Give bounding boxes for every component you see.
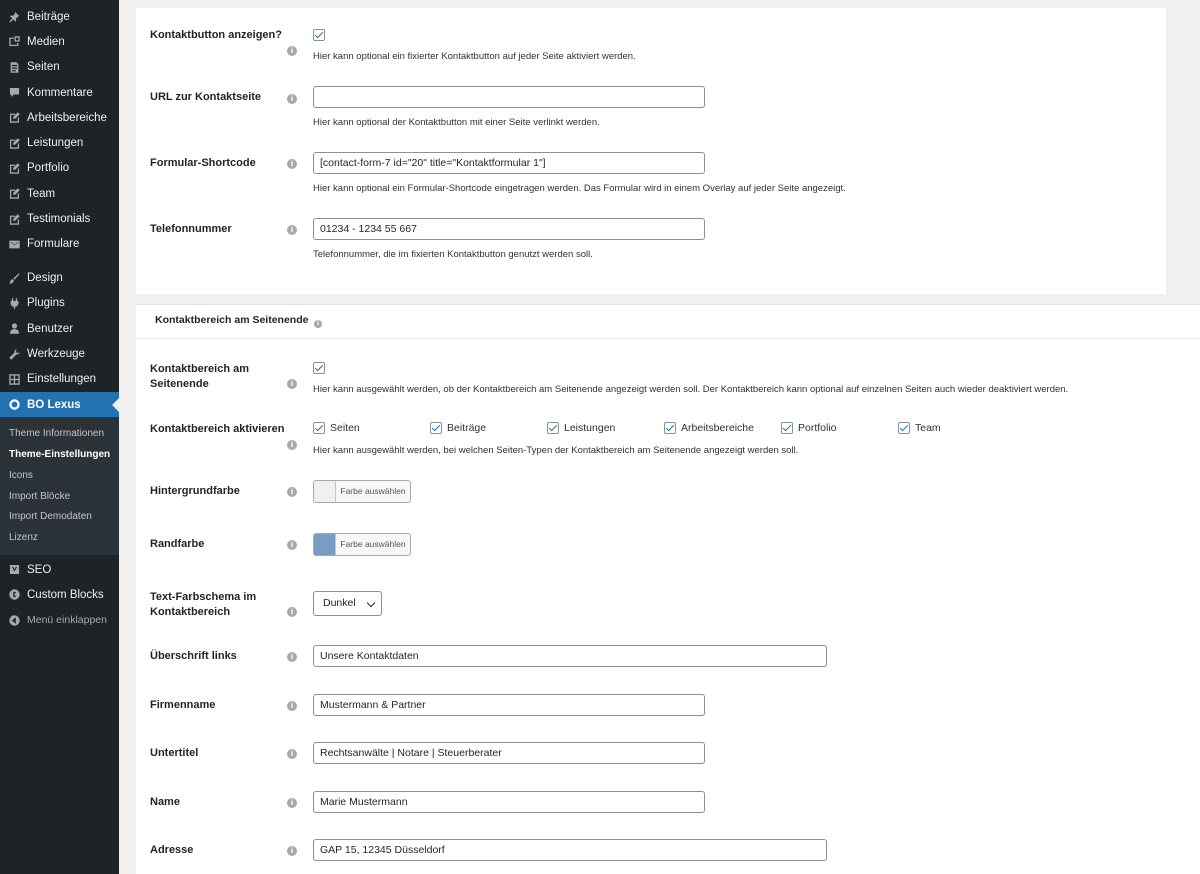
sidebar-item-label: Einstellungen xyxy=(27,373,97,386)
panel-divider xyxy=(136,304,1200,305)
pin-icon xyxy=(7,10,21,24)
submenu-item-import-demodaten[interactable]: Import Demodaten xyxy=(9,511,92,523)
randfarbe-label: Randfarbe xyxy=(150,538,205,550)
submenu-item-import-bloecke[interactable]: Import Blöcke xyxy=(9,490,71,502)
sidebar-item-kommentare[interactable] xyxy=(0,80,119,105)
sidebar-item-label: Beiträge xyxy=(27,10,70,23)
sidebar-item-team[interactable] xyxy=(0,181,119,206)
kontaktbereich-panel xyxy=(136,304,1200,874)
media-icon xyxy=(7,35,21,49)
url-kontaktseite-input[interactable] xyxy=(313,86,705,108)
menu-separator xyxy=(0,257,119,266)
pages-icon xyxy=(7,60,21,74)
edit-icon xyxy=(7,212,21,226)
checkbox-portfolio[interactable] xyxy=(781,422,793,434)
checkbox-label-leistungen: Leistungen xyxy=(564,422,616,434)
sidebar-item-seo[interactable] xyxy=(0,557,119,582)
sidebar-item-label: Menü einklappen xyxy=(27,614,107,627)
brush-icon xyxy=(7,271,21,285)
collapse-menu-button[interactable] xyxy=(0,608,119,633)
sidebar-item-werkzeuge[interactable] xyxy=(0,341,119,366)
settings-icon xyxy=(7,372,21,386)
sidebar-item-label: Seiten xyxy=(27,61,60,74)
submenu-item-lizenz[interactable]: Lizenz xyxy=(9,532,38,544)
sidebar-item-beitraege[interactable] xyxy=(0,4,119,29)
text-farbschema-label xyxy=(150,590,256,620)
sidebar-item-label: Plugins xyxy=(27,297,65,310)
blocks-icon xyxy=(7,588,21,602)
admin-sidebar xyxy=(0,0,119,874)
randfarbe-picker-button[interactable] xyxy=(313,533,411,556)
name-input[interactable]: Marie Mustermann xyxy=(313,791,705,813)
section-title: Kontaktbereich am Seitenende xyxy=(155,314,309,326)
sidebar-item-label: BO Lexus xyxy=(27,398,81,411)
formular-shortcode-input[interactable]: [contact-form-7 id="20" title="Kontaktformular 1"] xyxy=(313,152,705,174)
label-line: Kontaktbereich xyxy=(150,606,231,618)
firmenname-input[interactable]: Mustermann & Partner xyxy=(313,694,705,716)
sidebar-item-label: Arbeitsbereiche xyxy=(27,111,107,124)
info-icon[interactable]: i xyxy=(287,540,297,550)
ueberschrift-links-input[interactable]: Unsere Kontaktdaten xyxy=(313,645,827,667)
info-icon[interactable]: i xyxy=(287,94,297,104)
select-value: Dunkel xyxy=(323,597,356,609)
sidebar-submenu xyxy=(0,417,119,555)
kontaktbereich-aktivieren-description: Hier kann ausgewählt werden, bei welchen Seiten-Typen der Kontaktbereich am Seitenende angezeigt werden soll. xyxy=(313,445,799,456)
label-line: Text-Farbschema im xyxy=(150,591,257,603)
text-farbschema-select[interactable] xyxy=(313,591,382,616)
circle-icon xyxy=(7,398,21,412)
url-kontaktseite-description: Hier kann optional der Kontaktbutton mit einer Seite verlinkt werden. xyxy=(313,117,600,128)
collapse-icon xyxy=(7,613,21,627)
untertitel-input[interactable]: Rechtsanwälte | Notare | Steuerberater xyxy=(313,742,705,764)
adresse-input[interactable]: GAP 15, 12345 Düsseldorf xyxy=(313,839,827,861)
sidebar-item-formulare[interactable] xyxy=(0,232,119,257)
color-button-label: Farbe auswählen xyxy=(340,486,406,496)
hintergrundfarbe-picker-button[interactable] xyxy=(313,480,411,503)
color-swatch xyxy=(314,481,336,502)
mail-icon xyxy=(7,237,21,251)
sidebar-item-label: Werkzeuge xyxy=(27,348,85,360)
name-label: Name xyxy=(150,796,180,808)
sidebar-item-bo-lexus[interactable] xyxy=(0,392,119,417)
submenu-item-theme-informationen[interactable]: Theme Informationen xyxy=(9,428,105,440)
info-icon[interactable]: i xyxy=(287,798,297,808)
checkbox-team[interactable] xyxy=(898,422,910,434)
info-icon[interactable]: i xyxy=(287,652,297,662)
sidebar-item-label: Kommentare xyxy=(27,86,93,99)
edit-icon xyxy=(7,161,21,175)
color-button-label: Farbe auswählen xyxy=(340,539,406,549)
sidebar-item-design[interactable] xyxy=(0,265,119,290)
settings-content xyxy=(119,0,1200,874)
sidebar-item-custom-blocks[interactable] xyxy=(0,582,119,607)
sidebar-item-portfolio[interactable] xyxy=(0,156,119,181)
kontaktbereich-seitenende-description: Hier kann ausgewählt werden, ob der Kontaktbereich am Seitenende angezeigt werden soll. Der Kontaktbereich kann optional auf einzelnen Seiten auch wieder deaktiviert werden. xyxy=(313,384,1069,395)
sidebar-item-label: SEO xyxy=(27,563,52,576)
edit-icon xyxy=(7,111,21,125)
firmenname-label: Firmenname xyxy=(150,699,216,711)
kontaktbereich-aktivieren-label: Kontaktbereich aktivieren xyxy=(150,423,285,435)
checkbox-label-team: Team xyxy=(915,422,941,434)
sidebar-item-label: Formulare xyxy=(27,238,80,251)
sidebar-item-label: Medien xyxy=(27,35,65,48)
sidebar-item-einstellungen[interactable] xyxy=(0,367,119,392)
checkbox-label-arbeitsbereiche: Arbeitsbereiche xyxy=(681,422,754,434)
kontaktbereich-seitenende-label xyxy=(150,362,249,392)
checkbox-label-beitraege: Beiträge xyxy=(447,422,487,434)
kontaktbutton-description: Hier kann optional ein fixierter Kontaktbutton auf jeder Seite aktiviert werden. xyxy=(313,51,636,62)
telefonnummer-description: Telefonnummer, die im fixierten Kontaktbutton genutzt werden soll. xyxy=(313,249,593,260)
sidebar-item-plugins[interactable] xyxy=(0,291,119,316)
info-icon[interactable]: i xyxy=(287,846,297,856)
sidebar-item-seiten[interactable] xyxy=(0,55,119,80)
sidebar-item-label: Custom Blocks xyxy=(27,588,104,601)
info-icon[interactable]: i xyxy=(287,440,297,450)
hintergrundfarbe-label: Hintergrundfarbe xyxy=(150,485,240,497)
telefonnummer-input[interactable]: 01234 - 1234 55 667 xyxy=(313,218,705,240)
formular-shortcode-label: Formular-Shortcode xyxy=(150,157,256,169)
info-icon[interactable]: i xyxy=(287,225,297,235)
sidebar-item-label: Design xyxy=(27,272,63,285)
checkbox-arbeitsbereiche[interactable] xyxy=(664,422,676,434)
edit-icon xyxy=(7,187,21,201)
kontaktbutton-checkbox[interactable] xyxy=(313,29,325,41)
sidebar-item-benutzer[interactable] xyxy=(0,316,119,341)
untertitel-label: Untertitel xyxy=(150,747,199,759)
url-kontaktseite-label: URL zur Kontaktseite xyxy=(150,91,262,103)
info-icon[interactable]: i xyxy=(287,701,297,711)
info-icon[interactable]: i xyxy=(314,320,322,328)
wrench-icon xyxy=(7,347,21,361)
sidebar-item-medien[interactable] xyxy=(0,29,119,54)
label-line: Kontaktbereich am xyxy=(150,363,250,375)
sidebar-item-label: Benutzer xyxy=(27,322,74,335)
info-icon[interactable]: i xyxy=(287,749,297,759)
comments-icon xyxy=(7,86,21,100)
submenu-item-icons[interactable]: Icons xyxy=(9,469,33,481)
sidebar-item-testimonials[interactable] xyxy=(0,206,119,231)
sidebar-item-leistungen[interactable] xyxy=(0,130,119,155)
sidebar-item-arbeitsbereiche[interactable] xyxy=(0,105,119,130)
info-icon[interactable]: i xyxy=(287,607,297,617)
plugin-icon xyxy=(7,296,21,310)
checkbox-label-portfolio: Portfolio xyxy=(798,422,837,434)
kontaktbutton-panel xyxy=(136,8,1166,294)
edit-icon xyxy=(7,136,21,150)
ueberschrift-links-label: Überschrift links xyxy=(150,650,237,662)
info-icon[interactable]: i xyxy=(287,46,297,56)
kontaktbutton-label: Kontaktbutton anzeigen? xyxy=(150,29,282,41)
formular-shortcode-description: Hier kann optional ein Formular-Shortcode eingetragen werden. Das Formular wird in einem Overlay auf jeder Seite angezeigt. xyxy=(313,183,846,194)
info-icon[interactable]: i xyxy=(287,487,297,497)
sidebar-item-label: Leistungen xyxy=(27,137,84,150)
sidebar-item-label: Testimonials xyxy=(27,213,91,226)
color-swatch xyxy=(314,534,336,555)
info-icon[interactable]: i xyxy=(287,159,297,169)
label-line: Seitenende xyxy=(150,378,209,390)
adresse-label: Adresse xyxy=(150,844,194,856)
checkbox-beitraege[interactable] xyxy=(430,422,442,434)
user-icon xyxy=(7,322,21,336)
kontaktbereich-seitenende-checkbox[interactable] xyxy=(313,362,325,374)
chevron-down-icon xyxy=(367,599,375,607)
submenu-item-theme-einstellungen[interactable]: Theme-Einstellungen xyxy=(9,449,111,461)
yoast-icon xyxy=(7,563,21,577)
section-divider xyxy=(136,338,1200,339)
checkbox-seiten[interactable] xyxy=(313,422,325,434)
sidebar-item-label: Portfolio xyxy=(27,162,70,175)
checkbox-label-seiten: Seiten xyxy=(330,422,360,434)
info-icon[interactable]: i xyxy=(287,379,297,389)
checkbox-leistungen[interactable] xyxy=(547,422,559,434)
telefonnummer-label: Telefonnummer xyxy=(150,223,232,235)
sidebar-item-label: Team xyxy=(27,187,56,200)
